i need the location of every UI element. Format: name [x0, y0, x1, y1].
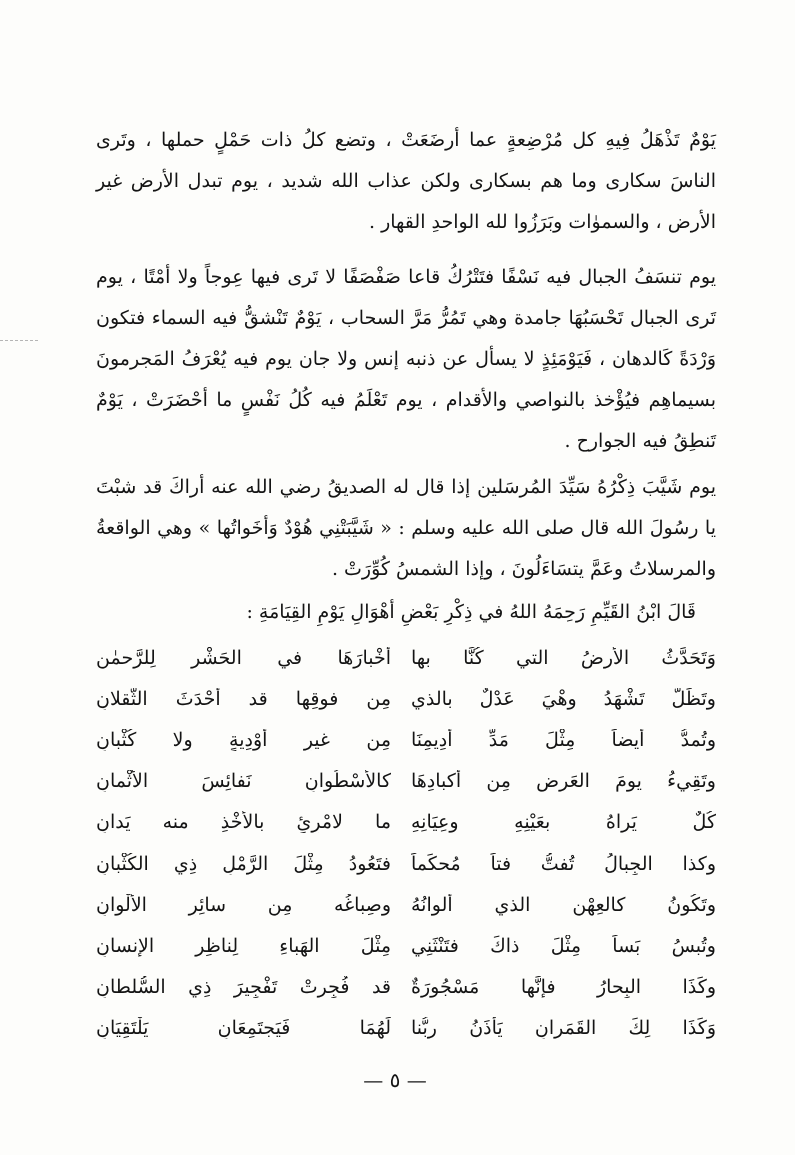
verse [96, 761, 716, 802]
verse [96, 802, 716, 843]
verse-first-half: وتَقِيءُ يومَ العَرضِ مِن أكبادِهَا [411, 770, 716, 793]
verse-second-half: أخْبارَهَا في الحَشْرِ لِلرَّحمٰنِ [96, 646, 391, 669]
paragraph-3: يوم شَيَّبَ ذِكْرُهُ سَيِّدَ المُرسَلين إذا قال له الصديقُ رضي الله عنه أراكَ قد شبْتَ يا رسُولَ الله قال صلى الله عليه وسلم : « شَيَّبَتْنِي هُوْدٌ وَأخَواتُها » وهي الواقعةُ والمرسلاتُ وعَمَّ يتسَاءَلُونَ ، وإذا الشمسُ كُوِّرَتْ . [96, 476, 716, 580]
verse-second-half: فتَعُودُ مِثْلَ الرَّمْلِ ذِي الكُثْبانِ [96, 852, 391, 875]
verse-first-half: وتُمدُّ أيضاً مِثْلَ مَدِّ أدِيمِنَا [411, 728, 716, 751]
verse-first-half: وتَظَلُّ تَشْهَدُ وهْيَ عَدْلٌ بالذي [411, 687, 716, 710]
verse [96, 637, 716, 678]
verse [96, 967, 716, 1008]
paragraph-1: يَوْمٌ تَذْهَلُ فِيهِ كل مُرْضِعةٍ عما أرضَعَتْ ، وتضع كلُ ذات حَمْلٍ حملها ، وتَرى الناسَ سكارى وما هم بسكارى ولكن عذاب الله شديد ، يوم تبدل الأرض غير الأرض ، والسموٰات وبَرَزُوا لله الواحدِ القهار . [96, 129, 716, 233]
verse-second-half: مِن فوقِها قد أحْدَثَ الثَّقلانِ [96, 687, 391, 710]
verse-heading: قَالَ ابْنُ القَيِّمِ رَحِمَهُ اللهُ في ذِكْرِ بَعْضِ أهْوَالِ يَوْمِ القِيَامَةِ : [246, 601, 696, 623]
verse-second-half: كالأُسْطُوانِ نَفائِسَ الأثْمانِ [96, 770, 391, 793]
verse [96, 884, 716, 925]
verse-second-half: لَهُمَا فَيَجتَمِعَانِ يَلْتَقِيَانِ [96, 1017, 391, 1040]
verse [96, 719, 716, 760]
verse-first-half: وَتَحَدَّثُ الأرضُ التي كُنَّا بها [411, 646, 716, 669]
paragraph-2: يوم تنسَفُ الجبال فيه نَسْفًا فتَتْرُكُ قاعا صَفْصَفًا لا تَرى فيها عِوجاً ولا أمْتًا ، يوم تَرى الجبال تَحْسَبُهَا جامدة وهي تَمُرُّ مَرَّ السحاب ، يَوْمٌ تَنْشقُّ فيه السماء فتكون وَرْدَةً كَالدهان ، فَيَوْمَئِذٍ لا يسأل عن ذنبه إنس ولا جان يوم فيه يُعْرَفُ المَجرمونَ بسيماهِم فيُؤْخذ بالنواصي والأقدام ، يوم تَعْلَمُ فيه كُلُ نَفْسٍ ما أحْضَرَتْ ، يَوْمٌ تَنطِقُ فيه الجوارح . [96, 266, 716, 452]
verse-first-half: وكذا الجِبالُ تُفتُّ فتاً مُحكَماً [411, 852, 716, 875]
verse-second-half: مِثْلَ الهَباءِ لِناظِرِ الإنسانِ [96, 934, 391, 957]
verse-first-half: وتُبسُ بَساً مِثْلَ ذاكَ فتَنْثَنِي [411, 934, 716, 957]
verse [96, 925, 716, 966]
verse-first-half: وَكَذَا لِكَ القَمَرانِ يَأذَنُ ربُّنا [411, 1017, 716, 1040]
verse [96, 678, 716, 719]
verse-first-half: وتَكُونُ كالعِهْنِ الذي ألوانُهُ [411, 893, 716, 916]
verse-first-half: كُلٌ يَراهُ بعَيْنِهِ وعِيَانِهِ [411, 811, 716, 834]
verse [96, 843, 716, 884]
verse [96, 1008, 716, 1049]
verse-second-half: مِن غيرِ أوْدِيةٍ ولا كُثْبانِ [96, 728, 391, 751]
poem [96, 637, 716, 1049]
verse-second-half: ما لامْرِئٍ بالأخْذِ منه يَدانِ [96, 811, 391, 834]
page-number: — ٥ — [363, 1068, 427, 1092]
verse-first-half: وكَذَا البِحارُ فإنَّها مَسْجُورَةٌ [411, 976, 716, 999]
verse-second-half: وصِباغُه مِن سائِرِ الألْوانِ [96, 893, 391, 916]
margin-mark [0, 340, 38, 341]
verse-second-half: قد فُجِرتْ تَفْجِيرَ ذِي السُّلطانِ [96, 976, 391, 999]
